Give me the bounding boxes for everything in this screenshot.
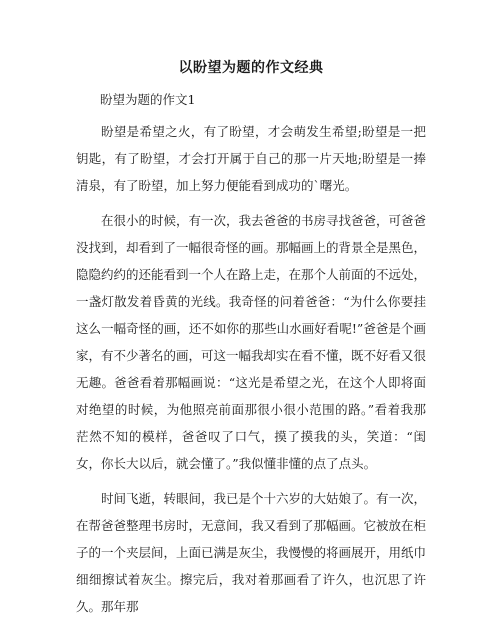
paragraph-2: 在很小的时候，有一次，我去爸爸的书房寻找爸爸，可爸爸没找到，却看到了一幅很奇怪的画。那幅画上的背景全是黑色，隐隐约约的还能看到一个人在路上走，在那个人前面的不远处，一盏灯散发着昏黄的光线。我奇怪的问着爸爸：“为什么你要挂这么一幅奇怪的画，还不如你的那些山水画好看呢!”爸爸是个画家，有不少著名的画，可这一幅我却实在看不懂，既不好看又很无趣。爸爸看着那幅画说：“这光是希望之光，在这个人即将面对绝望的时候，为他照亮前面那很小很小范围的路。”看着我那茫然不知的模样，爸爸叹了口气，摸了摸我的头，笑道：“闺女，你长大以后，就会懂了。”我似懂非懂的点了点头。 xyxy=(76,213,427,471)
paragraph-1: 盼望是希望之火，有了盼望，才会萌发生希望;盼望是一把钥匙，有了盼望，才会打开属于自己的那一片天地;盼望是一捧清泉，有了盼望，加上努力便能看到成功的`曙光。 xyxy=(76,124,426,193)
document-page xyxy=(76,58,426,628)
section-heading: 盼望为题的作文1 xyxy=(100,92,196,107)
document-title: 以盼望为题的作文经典 xyxy=(178,60,324,76)
paragraph-3: 时间飞逝，转眼间，我已是个十六岁的大姑娘了。有一次，在帮爸爸整理书房时，无意间，我又看到了那幅画。它被放在柜子的一个夹层间，上面已满是灰尘，我慢慢的将画展开，用纸巾细细擦试着灰尘。擦完后，我对着那画看了许久，也沉思了许久。那年那 xyxy=(76,491,427,614)
